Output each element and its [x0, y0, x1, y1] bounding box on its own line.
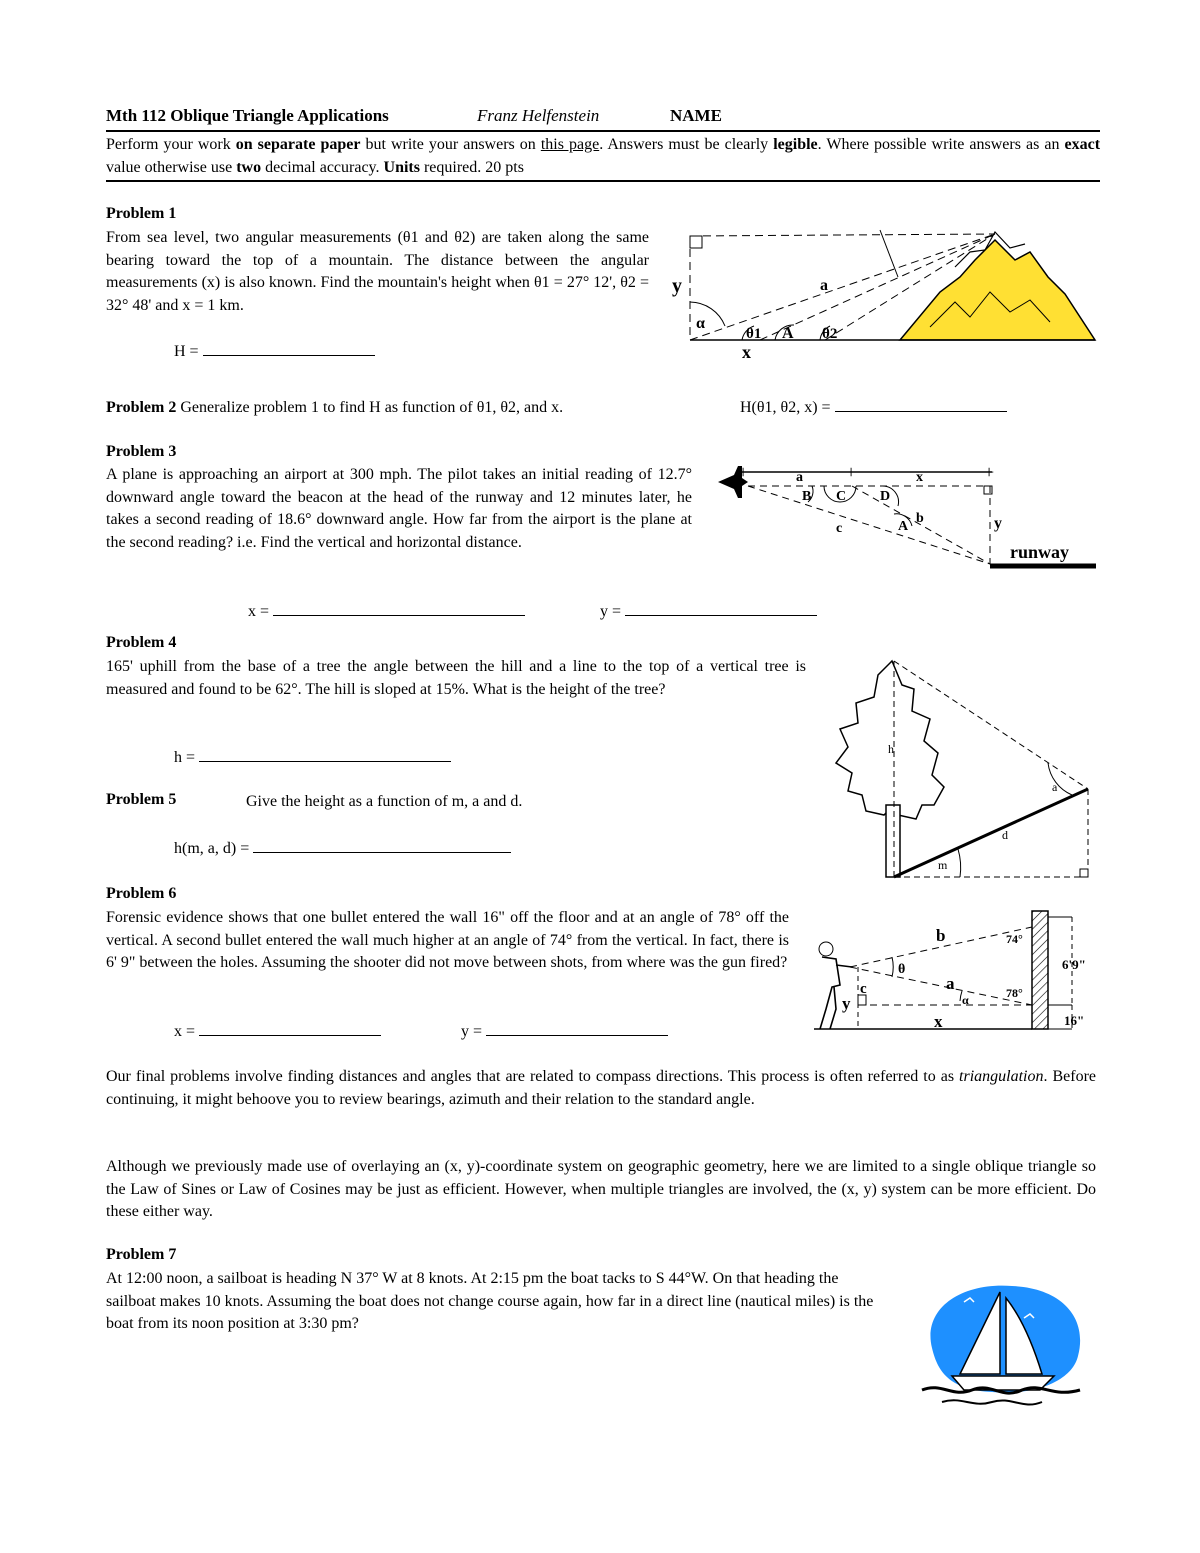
- tick-mark: +: [984, 462, 995, 482]
- label-c: c: [836, 521, 843, 536]
- instr-bold: legible: [773, 136, 818, 153]
- label-c-angle: C: [836, 489, 847, 504]
- problem6-title: Problem 6: [106, 885, 177, 902]
- problem4-answer: [174, 747, 451, 770]
- label-m: m: [938, 858, 948, 872]
- label-69: 6'9": [1062, 957, 1086, 972]
- label-b: b: [916, 511, 924, 526]
- problem3-text: A plane is approaching an airport at 300 mph. The pilot takes an initial reading of 12.7° downward angle toward the beacon at the head of the runway and 12 minutes later, he takes a second reading of 18.6° downward angle. How far from the airport is the plane at the second reading? i.e. Find the vertical and horizontal distance.: [106, 466, 692, 551]
- answer-label: h =: [174, 749, 196, 766]
- instr-text: but write your answers on: [360, 136, 541, 153]
- intro-text: . Before continuing, it might behoove you to review bearings, azimuth and their relation to the standard angle.: [106, 1068, 1096, 1108]
- instr-bold: two: [236, 158, 262, 176]
- problem6-answer-y: [461, 1021, 668, 1044]
- problem2-text: Generalize problem 1 to find H as function of θ1, θ2, and x.: [176, 399, 564, 416]
- problem6-text: Forensic evidence shows that one bullet entered the wall 16" off the floor and at an angle of 78° off the vertical. A second bullet entered the wall much higher at an angle of 74° from the vertical. In fact, there is 6' 9" between the holes. Assuming the shooter did not move between shots, from where was the gun fired?: [106, 909, 789, 971]
- label-a: a: [820, 277, 828, 294]
- problem5-text: Give the height as a function of m, a and d.: [246, 793, 523, 810]
- tree-crown: [836, 661, 944, 819]
- shooter-body: [820, 957, 852, 1029]
- problem2-title: Problem 2: [106, 399, 177, 416]
- instr-text: . Where possible write answers as an: [817, 136, 1065, 153]
- answer-label: x =: [248, 603, 270, 620]
- answer-label: h(m, a, d) =: [174, 840, 250, 857]
- intro-text: Our final problems involve finding distances and angles that are related to compass directions. This process is often referred to as: [106, 1068, 960, 1085]
- wall: [1032, 911, 1048, 1029]
- instr-text: required. 20 pts: [419, 158, 524, 176]
- problem3-title: Problem 3: [106, 443, 177, 460]
- bullet-path-a: [850, 967, 1032, 1005]
- label-d-angle: D: [880, 489, 891, 504]
- label-runway: runway: [1010, 542, 1070, 562]
- answer-blank[interactable]: [199, 1021, 381, 1036]
- label-d: d: [1002, 828, 1008, 842]
- problem1-answer: [174, 341, 375, 364]
- problem2-line: [106, 397, 563, 420]
- label-a: a: [946, 974, 955, 993]
- author-name: Franz Helfenstein: [477, 106, 600, 125]
- label-78: 78°: [1006, 986, 1023, 1000]
- instr-text: Perform your work: [106, 136, 236, 153]
- label-theta2: θ2: [822, 326, 838, 342]
- mountain-figure: [670, 222, 1100, 362]
- problem5-title: Problem 5: [106, 791, 177, 808]
- page-header: [106, 106, 1100, 130]
- instr-text: decimal accuracy.: [261, 158, 384, 176]
- instr-text: . Answers must be clearly: [599, 136, 774, 153]
- instructions: [106, 134, 1100, 179]
- instr-bold: exact: [1064, 136, 1101, 153]
- plane-figure: [712, 460, 1102, 575]
- problem1-text: From sea level, two angular measurements (θ1 and θ2) are taken along the same bearing toward the top of a mountain. The distance between the angular measurements (x) is also known. Find the mountain's height when θ1 = 27° 12', θ2 = 32° 48' and x = 1 km.: [106, 229, 649, 314]
- answer-blank[interactable]: [486, 1021, 668, 1036]
- label-y: y: [994, 515, 1002, 532]
- label-16: 16": [1064, 1013, 1085, 1028]
- instr-underline: this page: [540, 136, 600, 153]
- label-c: c: [860, 981, 867, 997]
- answer-blank[interactable]: [199, 747, 451, 762]
- intro-italic: triangulation: [959, 1068, 1044, 1085]
- label-alpha: α: [696, 315, 705, 332]
- course-title: Mth 112 Oblique Triangle Applications: [106, 106, 389, 125]
- label-a: a: [1052, 780, 1058, 794]
- header-rule: [106, 130, 1100, 132]
- sight-line-1: [748, 486, 990, 564]
- problem4-title: Problem 4: [106, 634, 177, 651]
- tick-mark: +: [846, 462, 857, 482]
- label-y: y: [672, 275, 682, 297]
- label-angle-a: A: [782, 325, 794, 342]
- answer-label: H =: [174, 343, 199, 360]
- answer-label: y =: [600, 603, 622, 620]
- label-74: 74°: [1006, 932, 1023, 946]
- problem3-answer-y: [600, 601, 817, 624]
- angle-arc-m: [958, 849, 961, 877]
- answer-blank[interactable]: [625, 601, 817, 616]
- label-a-angle: A: [898, 519, 909, 534]
- angle-arc-theta: [892, 957, 893, 977]
- waves-lower: [942, 1400, 1042, 1404]
- right-angle-mark: [690, 236, 702, 248]
- problem7-text: At 12:00 noon, a sailboat is heading N 37° W at 8 knots. At 2:15 pm the boat tacks to S 44°W. On that heading the sailboat makes 10 knots. Assuming the boat does not change course again, how far in a direct line (nautical miles) is the boat from its noon position at 3:30 pm?: [106, 1270, 874, 1332]
- name-label: NAME: [670, 106, 722, 125]
- instructions-rule: [106, 180, 1100, 182]
- problem5-answer: [174, 838, 511, 861]
- problem3-answer-x: [248, 601, 525, 624]
- instr-bold: on separate paper: [235, 136, 361, 153]
- problem2-answer: [740, 397, 1007, 420]
- problem7-title: Problem 7: [106, 1246, 177, 1263]
- answer-blank[interactable]: [835, 397, 1007, 412]
- bullet-figure: [810, 905, 1100, 1035]
- label-theta: θ: [898, 962, 906, 977]
- answer-blank[interactable]: [203, 341, 375, 356]
- right-angle-mark: [984, 486, 992, 494]
- label-x: x: [934, 1012, 943, 1031]
- sailboat-clipart: [912, 1278, 1090, 1418]
- problem6-answer-x: [174, 1021, 381, 1044]
- instr-text: value otherwise use: [106, 158, 237, 176]
- answer-label: y =: [461, 1023, 483, 1040]
- shooter-head: [819, 942, 833, 956]
- label-b-angle: B: [802, 489, 812, 504]
- label-alpha: α: [962, 993, 969, 1007]
- answer-blank[interactable]: [273, 601, 525, 616]
- tree-trunk: [886, 805, 900, 877]
- right-angle-mark: [1080, 869, 1088, 877]
- answer-blank[interactable]: [253, 838, 511, 853]
- answer-label: H(θ1, θ2, x) =: [740, 399, 831, 416]
- label-theta1: θ1: [746, 326, 762, 342]
- label-b: b: [936, 926, 946, 945]
- horizontal-dash: [690, 234, 995, 236]
- label-y: y: [842, 994, 851, 1013]
- instr-bold: Units: [383, 158, 420, 176]
- tick-mark: +: [738, 462, 749, 482]
- tree-figure: [826, 655, 1096, 883]
- mountain-shape: [900, 240, 1095, 340]
- label-h: h: [888, 742, 894, 756]
- problem1-title: Problem 1: [106, 205, 177, 222]
- label-x: x: [916, 470, 923, 485]
- label-x: x: [742, 342, 751, 362]
- intro-paragraph-1: [106, 1066, 1096, 1111]
- intro-paragraph-2: Although we previously made use of overlaying an (x, y)-coordinate system on geographic geometry, here we are limited to a single oblique triangle so the Law of Sines or Law of Cosines may be just as efficient. However, when multiple triangles are involved, the (x, y) system can be more efficient. Do these either way.: [106, 1158, 1096, 1220]
- pointer-line: [880, 230, 898, 277]
- problem4-text: 165' uphill from the base of a tree the angle between the hill and a line to the top of a vertical tree is measured and found to be 62°. The hill is sloped at 15%. What is the height of the tree?: [106, 658, 806, 698]
- answer-label: x =: [174, 1023, 196, 1040]
- label-a: a: [796, 470, 803, 485]
